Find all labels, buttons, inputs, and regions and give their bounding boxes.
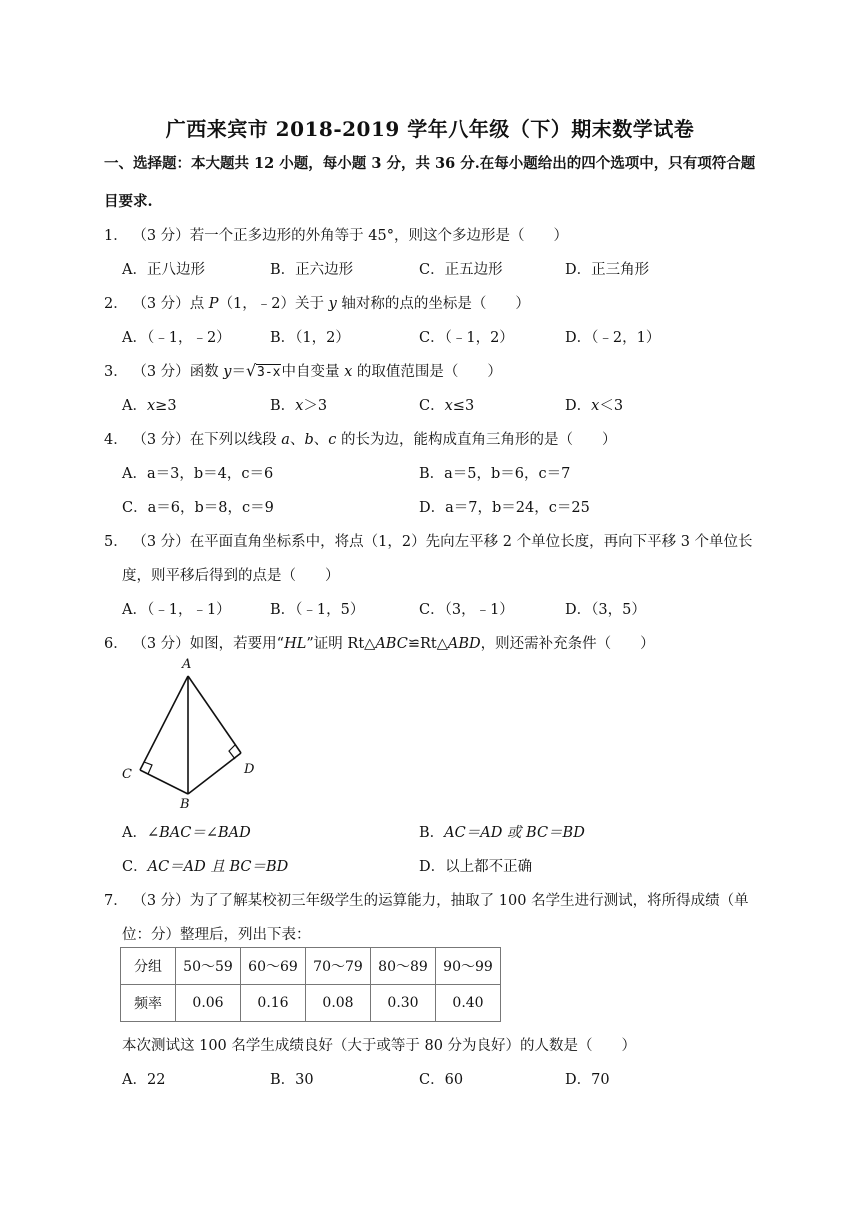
question-score: （3 分） [132,228,190,244]
table-cell: 频率 [121,985,176,1022]
label-c: C [122,767,132,782]
q5-option-c: C．（3，﹣1） [419,602,514,618]
q1-option-c: C．正五边形 [419,262,503,278]
q5-option-b: B．（﹣1，5） [270,602,365,618]
q7-option-b: B．30 [270,1072,314,1088]
question-7-line1: 7． （3 分）为了了解某校初三年级学生的运算能力，抽取了 100 名学生进行测试，将所得成绩（单 [104,893,749,909]
table-header-cell: 80～89 [371,948,436,985]
question-5-line2: 度，则平移后得到的点是（ ） [122,568,340,584]
q4-option-c: C．a＝6，b＝8，c＝9 [122,500,274,516]
q3-option-d: D．x＜3 [565,398,624,414]
q1-option-a: A．正八边形 [122,262,205,278]
q4-option-b: B．a＝5，b＝6，c＝7 [419,466,571,482]
q7-option-a: A．22 [122,1072,166,1088]
question-7-line3: 本次测试这 100 名学生成绩良好（大于或等于 80 分为良好）的人数是（ ） [122,1038,637,1054]
q2-option-a: A．（﹣1，﹣2） [122,330,231,346]
triangle-figure [118,652,258,810]
section-heading-line2: 目要求. [104,193,153,210]
table-header-cell: 50～59 [176,948,241,985]
label-a: A [182,657,192,672]
q7-option-c: C．60 [419,1072,464,1088]
table-cell: 0.16 [241,985,306,1022]
label-b: B [180,797,190,810]
q2-option-b: B．（1，2） [270,330,350,346]
section-heading-line1: 一、选择题：本大题共 12 小题，每小题 3 分，共 36 分.在每小题给出的四个选项中，只有项符合题 [104,155,756,172]
q5-option-a: A．（﹣1，﹣1） [122,602,231,618]
q6-option-b: B．AC＝AD 或 BC＝BD [419,825,585,841]
question-4: 4． （3 分）在下列以线段 a、b、c 的长为边，能构成直角三角形的是（ ） [104,432,617,448]
q1-option-d: D．正三角形 [565,262,650,278]
label-d: D [244,762,255,777]
question-7-line2: 位：分）整理后，列出下表： [122,927,311,943]
frequency-table [120,947,501,1022]
q6-option-c: C．AC＝AD 且 BC＝BD [122,859,289,875]
q6-option-d: D．以上都不正确 [419,859,533,875]
question-2: 2． （3 分）点 P（1，﹣2）关于 y 轴对称的点的坐标是（ ） [104,296,530,312]
question-1 [104,224,568,245]
q3-option-c: C．x≤3 [419,398,475,414]
table-header-cell: 60～69 [241,948,306,985]
q3-option-a: A．x≥3 [122,398,177,414]
q3-option-b: B．x＞3 [270,398,328,414]
table-header-cell: 分组 [121,948,176,985]
question-text: 若一个正多边形的外角等于 45°，则这个多边形是（ ） [189,228,568,244]
q7-option-d: D．70 [565,1072,610,1088]
table-row [121,985,501,1022]
q2-option-d: D．（﹣2，1） [565,330,661,346]
page-title: 广西来宾市 2018-2019 学年八年级（下）期末数学试卷 [165,117,695,141]
table-row [121,948,501,985]
q4-option-d: D．a＝7，b＝24，c＝25 [419,500,590,516]
table-cell: 0.06 [176,985,241,1022]
question-5-line1: 5． （3 分）在平面直角坐标系中，将点（1，2）先向左平移 2 个单位长度，再向下平移 3 个单位长 [104,534,753,550]
table-header-cell: 90～99 [436,948,501,985]
question-number: 1． [104,228,128,244]
table-header-cell: 70～79 [306,948,371,985]
q4-option-a: A．a＝3，b＝4，c＝6 [122,466,274,482]
square-root-expression: √ 3-x [246,361,281,380]
q6-option-a: A．∠BAC＝∠BAD [122,825,251,841]
q2-option-c: C．（﹣1，2） [419,330,514,346]
table-cell: 0.40 [436,985,501,1022]
q5-option-d: D．（3，5） [565,602,646,618]
table-cell: 0.08 [306,985,371,1022]
question-3: 3． （3 分）函数 y＝ √ 3-x中自变量 x 的取值范围是（ ） [104,361,502,380]
q1-option-b: B．正六边形 [270,262,354,278]
table-cell: 0.30 [371,985,436,1022]
question-6: 6． （3 分）如图，若要用“HL”证明 Rt△ABC≌Rt△ABD，则还需补充条件（ ） [104,636,655,652]
